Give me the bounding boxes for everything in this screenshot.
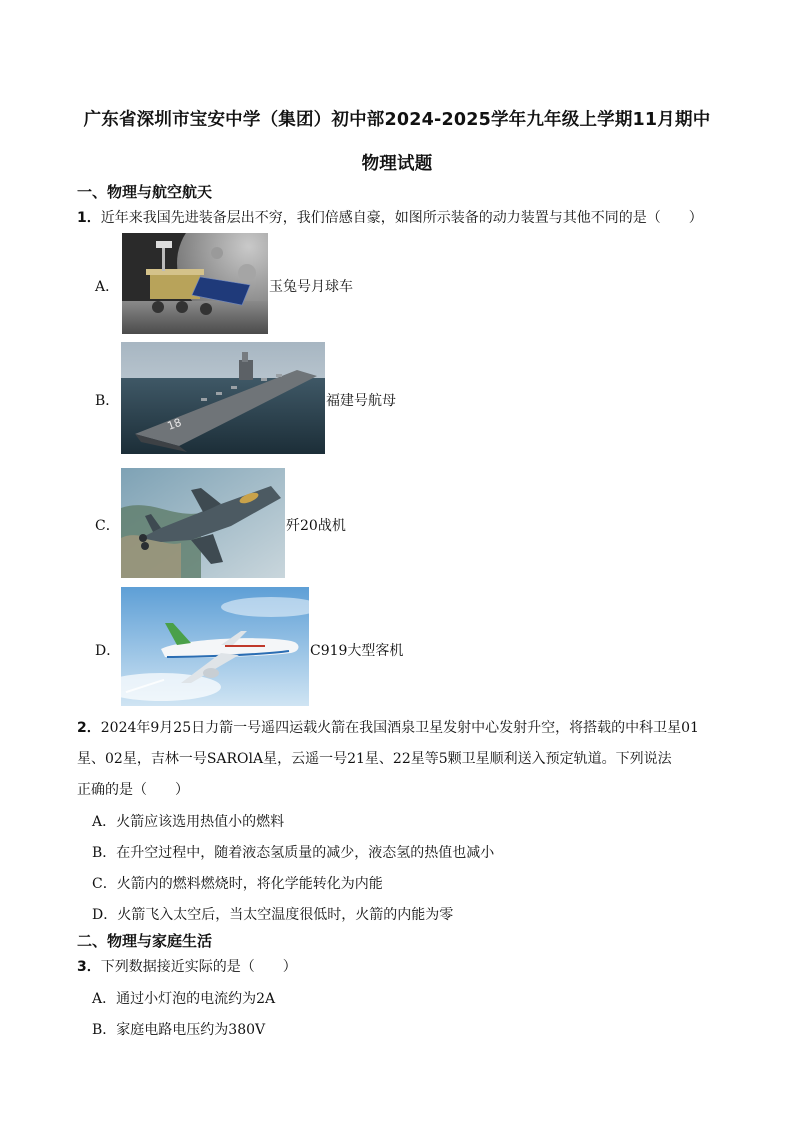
option-d-letter[interactable]: D．	[95, 643, 121, 659]
option-c-letter[interactable]: C．	[95, 518, 120, 534]
option-b-letter[interactable]: B．	[95, 393, 120, 409]
option-a-letter[interactable]: A．	[95, 279, 120, 295]
q3-option-a[interactable]: A．通过小灯泡的电流约为2A	[92, 991, 276, 1007]
question-2-line-3: 正确的是（ ）	[77, 782, 189, 798]
question-3	[77, 956, 297, 976]
svg-text:18: 18	[165, 415, 184, 433]
section-heading-aerospace: 一、物理与航空航天	[77, 183, 213, 201]
airliner-image	[121, 587, 309, 706]
question-2-line-2: 星、02星，吉林一号SAROlA星，云遥一号21星、22星等5颗卫星顺利送入预定轨道。下列说法	[77, 751, 672, 767]
page-subtitle: 物理试题	[361, 154, 433, 174]
question-number: 2．	[77, 720, 101, 736]
question-text: 2024年9月25日力箭一号遥四运载火箭在我国酒泉卫星发射中心发射升空，将搭载的中科卫星01	[100, 720, 699, 736]
q2-option-b[interactable]: B．在升空过程中，随着液态氢质量的减少，液态氢的热值也减小	[92, 845, 495, 861]
option-a-caption: 玉兔号月球车	[269, 279, 353, 295]
option-d-caption: C919大型客机	[310, 643, 404, 659]
option-c-caption: 歼20战机	[286, 518, 346, 534]
question-text: 下列数据接近实际的是（ ）	[100, 959, 297, 975]
question-number: 3．	[77, 959, 101, 975]
question-number: 1．	[77, 210, 101, 226]
q3-option-b[interactable]: B．家庭电路电压约为380V	[92, 1022, 266, 1038]
fighter-jet-image	[121, 468, 285, 578]
page-title: 广东省深圳市宝安中学（集团）初中部2024-2025学年九年级上学期11月期中	[83, 110, 711, 130]
q2-option-a[interactable]: A．火箭应该选用热值小的燃料	[92, 814, 285, 830]
q2-option-d[interactable]: D．火箭飞入太空后，当太空温度很低时，火箭的内能为零	[92, 907, 454, 923]
option-b-caption: 福建号航母	[326, 393, 396, 409]
lunar-rover-image	[122, 233, 268, 334]
question-2-line-1	[77, 717, 699, 737]
question-1	[77, 207, 703, 227]
question-text: 近年来我国先进装备层出不穷，我们倍感自豪，如图所示装备的动力装置与其他不同的是（ ）	[100, 210, 703, 226]
q2-option-c[interactable]: C．火箭内的燃料燃烧时，将化学能转化为内能	[92, 876, 383, 892]
aircraft-carrier-image	[121, 342, 325, 454]
section-heading-home-life: 二、物理与家庭生活	[77, 932, 213, 950]
